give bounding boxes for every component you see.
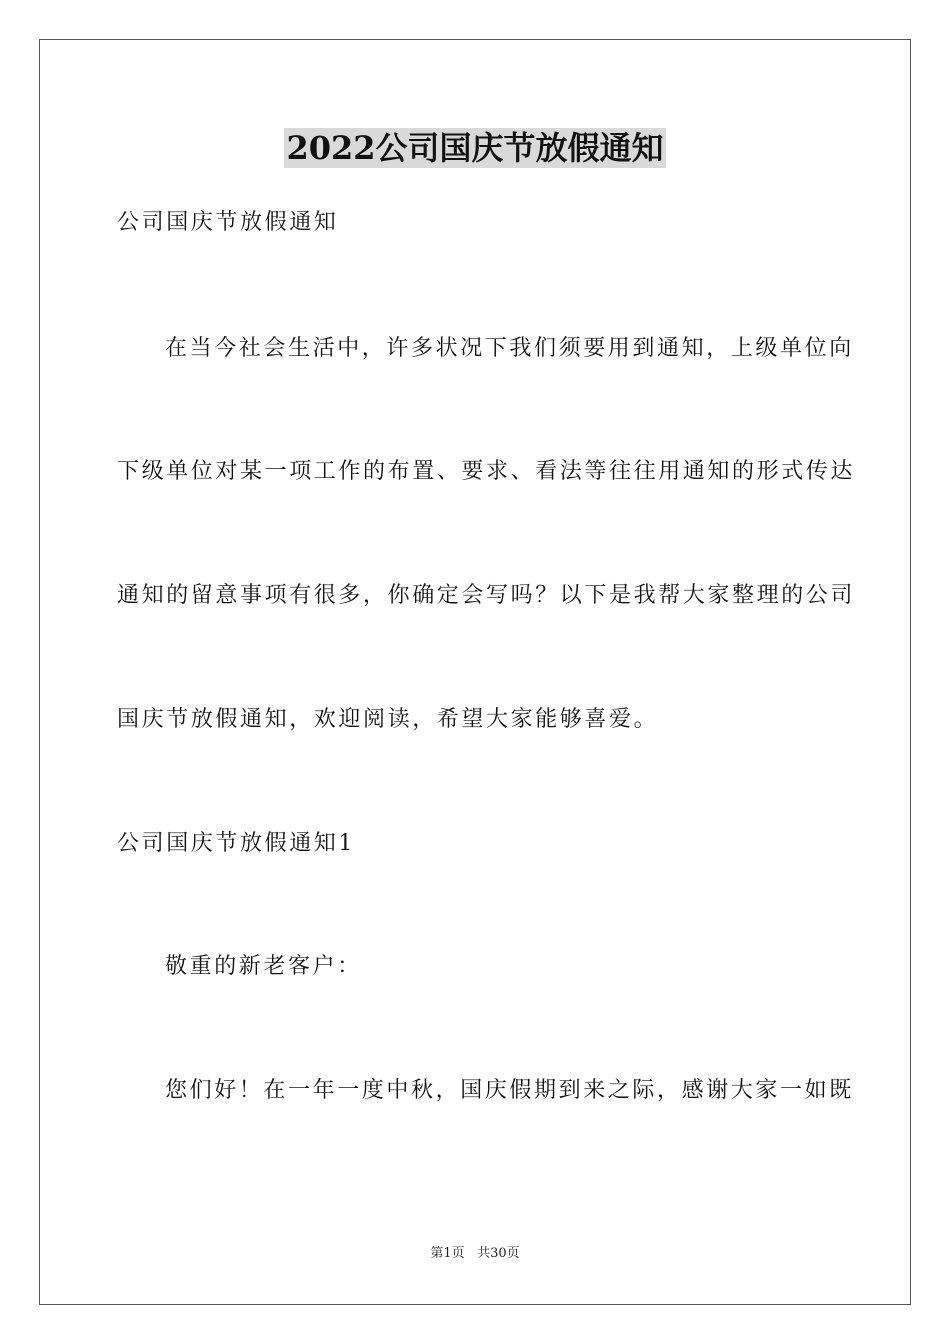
salutation-line: 敬重的新老客户：: [165, 954, 362, 979]
title-container: [0, 128, 950, 168]
page-number: 第1页: [430, 1246, 465, 1261]
page-total: 共30页: [477, 1246, 520, 1261]
paragraph-line: 您们好！在一年一度中秋，国庆假期到来之际，感谢大家一如既: [165, 1078, 854, 1103]
page-footer: [0, 1245, 950, 1263]
paragraph-line: 下级单位对某一项工作的布置、要求、看法等往往用通知的形式传达: [117, 459, 856, 484]
paragraph-line: 通知的留意事项有很多，你确定会写吗？以下是我帮大家整理的公司: [117, 583, 856, 608]
document-title: 2022公司国庆节放假通知: [286, 129, 664, 167]
paragraph-line: 在当今社会生活中，许多状况下我们须要用到通知，上级单位向: [165, 336, 854, 361]
paragraph-line: 国庆节放假通知，欢迎阅读，希望大家能够喜爱。: [117, 707, 659, 732]
section-heading: 公司国庆节放假通知1: [117, 831, 355, 856]
subtitle-line: 公司国庆节放假通知: [117, 210, 339, 235]
